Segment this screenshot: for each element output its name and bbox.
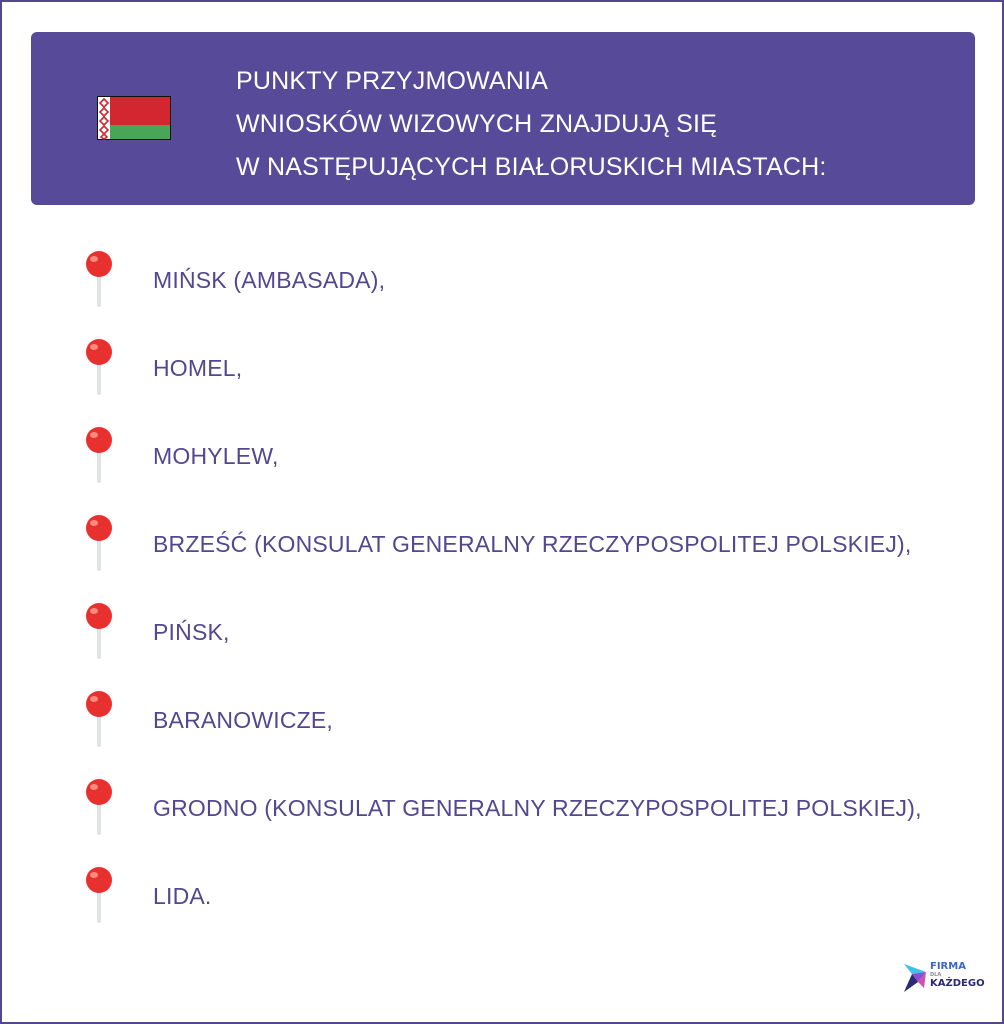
list-item (0, 514, 1004, 584)
logo-line-3: KAŻDEGO (930, 978, 985, 989)
title-line-3: W NASTĘPUJĄCYCH BIAŁORUSKICH MIASTACH: (236, 153, 827, 181)
list-item (0, 338, 1004, 408)
pushpin-icon (83, 338, 115, 398)
list-item (0, 690, 1004, 760)
city-label: GRODNO (KONSULAT GENERALNY RZECZYPOSPOLITEJ POLSKIEJ), (153, 795, 922, 821)
logo-line-2: DLA (930, 972, 942, 978)
city-label: BRZEŚĆ (KONSULAT GENERALNY RZECZYPOSPOLITEJ POLSKIEJ), (153, 531, 912, 557)
pushpin-icon (83, 778, 115, 838)
brand-logo (904, 961, 985, 994)
city-label: PIŃSK, (153, 619, 230, 645)
pushpin-icon (83, 250, 115, 310)
list-item (0, 778, 1004, 848)
city-label: MOHYLEW, (153, 443, 279, 469)
logo-wordmark (930, 962, 985, 989)
list-item (0, 602, 1004, 672)
pushpin-icon (83, 426, 115, 486)
logo-arrow-icon (904, 962, 928, 994)
pushpin-icon (83, 866, 115, 926)
title-line-2: WNIOSKÓW WIZOWYCH ZNAJDUJĄ SIĘ (236, 110, 717, 138)
city-label: LIDA. (153, 883, 212, 909)
city-label: HOMEL, (153, 355, 243, 381)
city-label: BARANOWICZE, (153, 707, 334, 733)
pushpin-icon (83, 690, 115, 750)
title-line-1: PUNKTY PRZYJMOWANIA (236, 67, 549, 95)
pushpin-icon (83, 602, 115, 662)
city-label: MIŃSK (AMBASADA), (153, 267, 386, 293)
list-item (0, 866, 1004, 936)
list-item (0, 426, 1004, 496)
list-item (0, 250, 1004, 320)
pushpin-icon (83, 514, 115, 574)
logo-line-1: FIRMA (930, 961, 966, 972)
